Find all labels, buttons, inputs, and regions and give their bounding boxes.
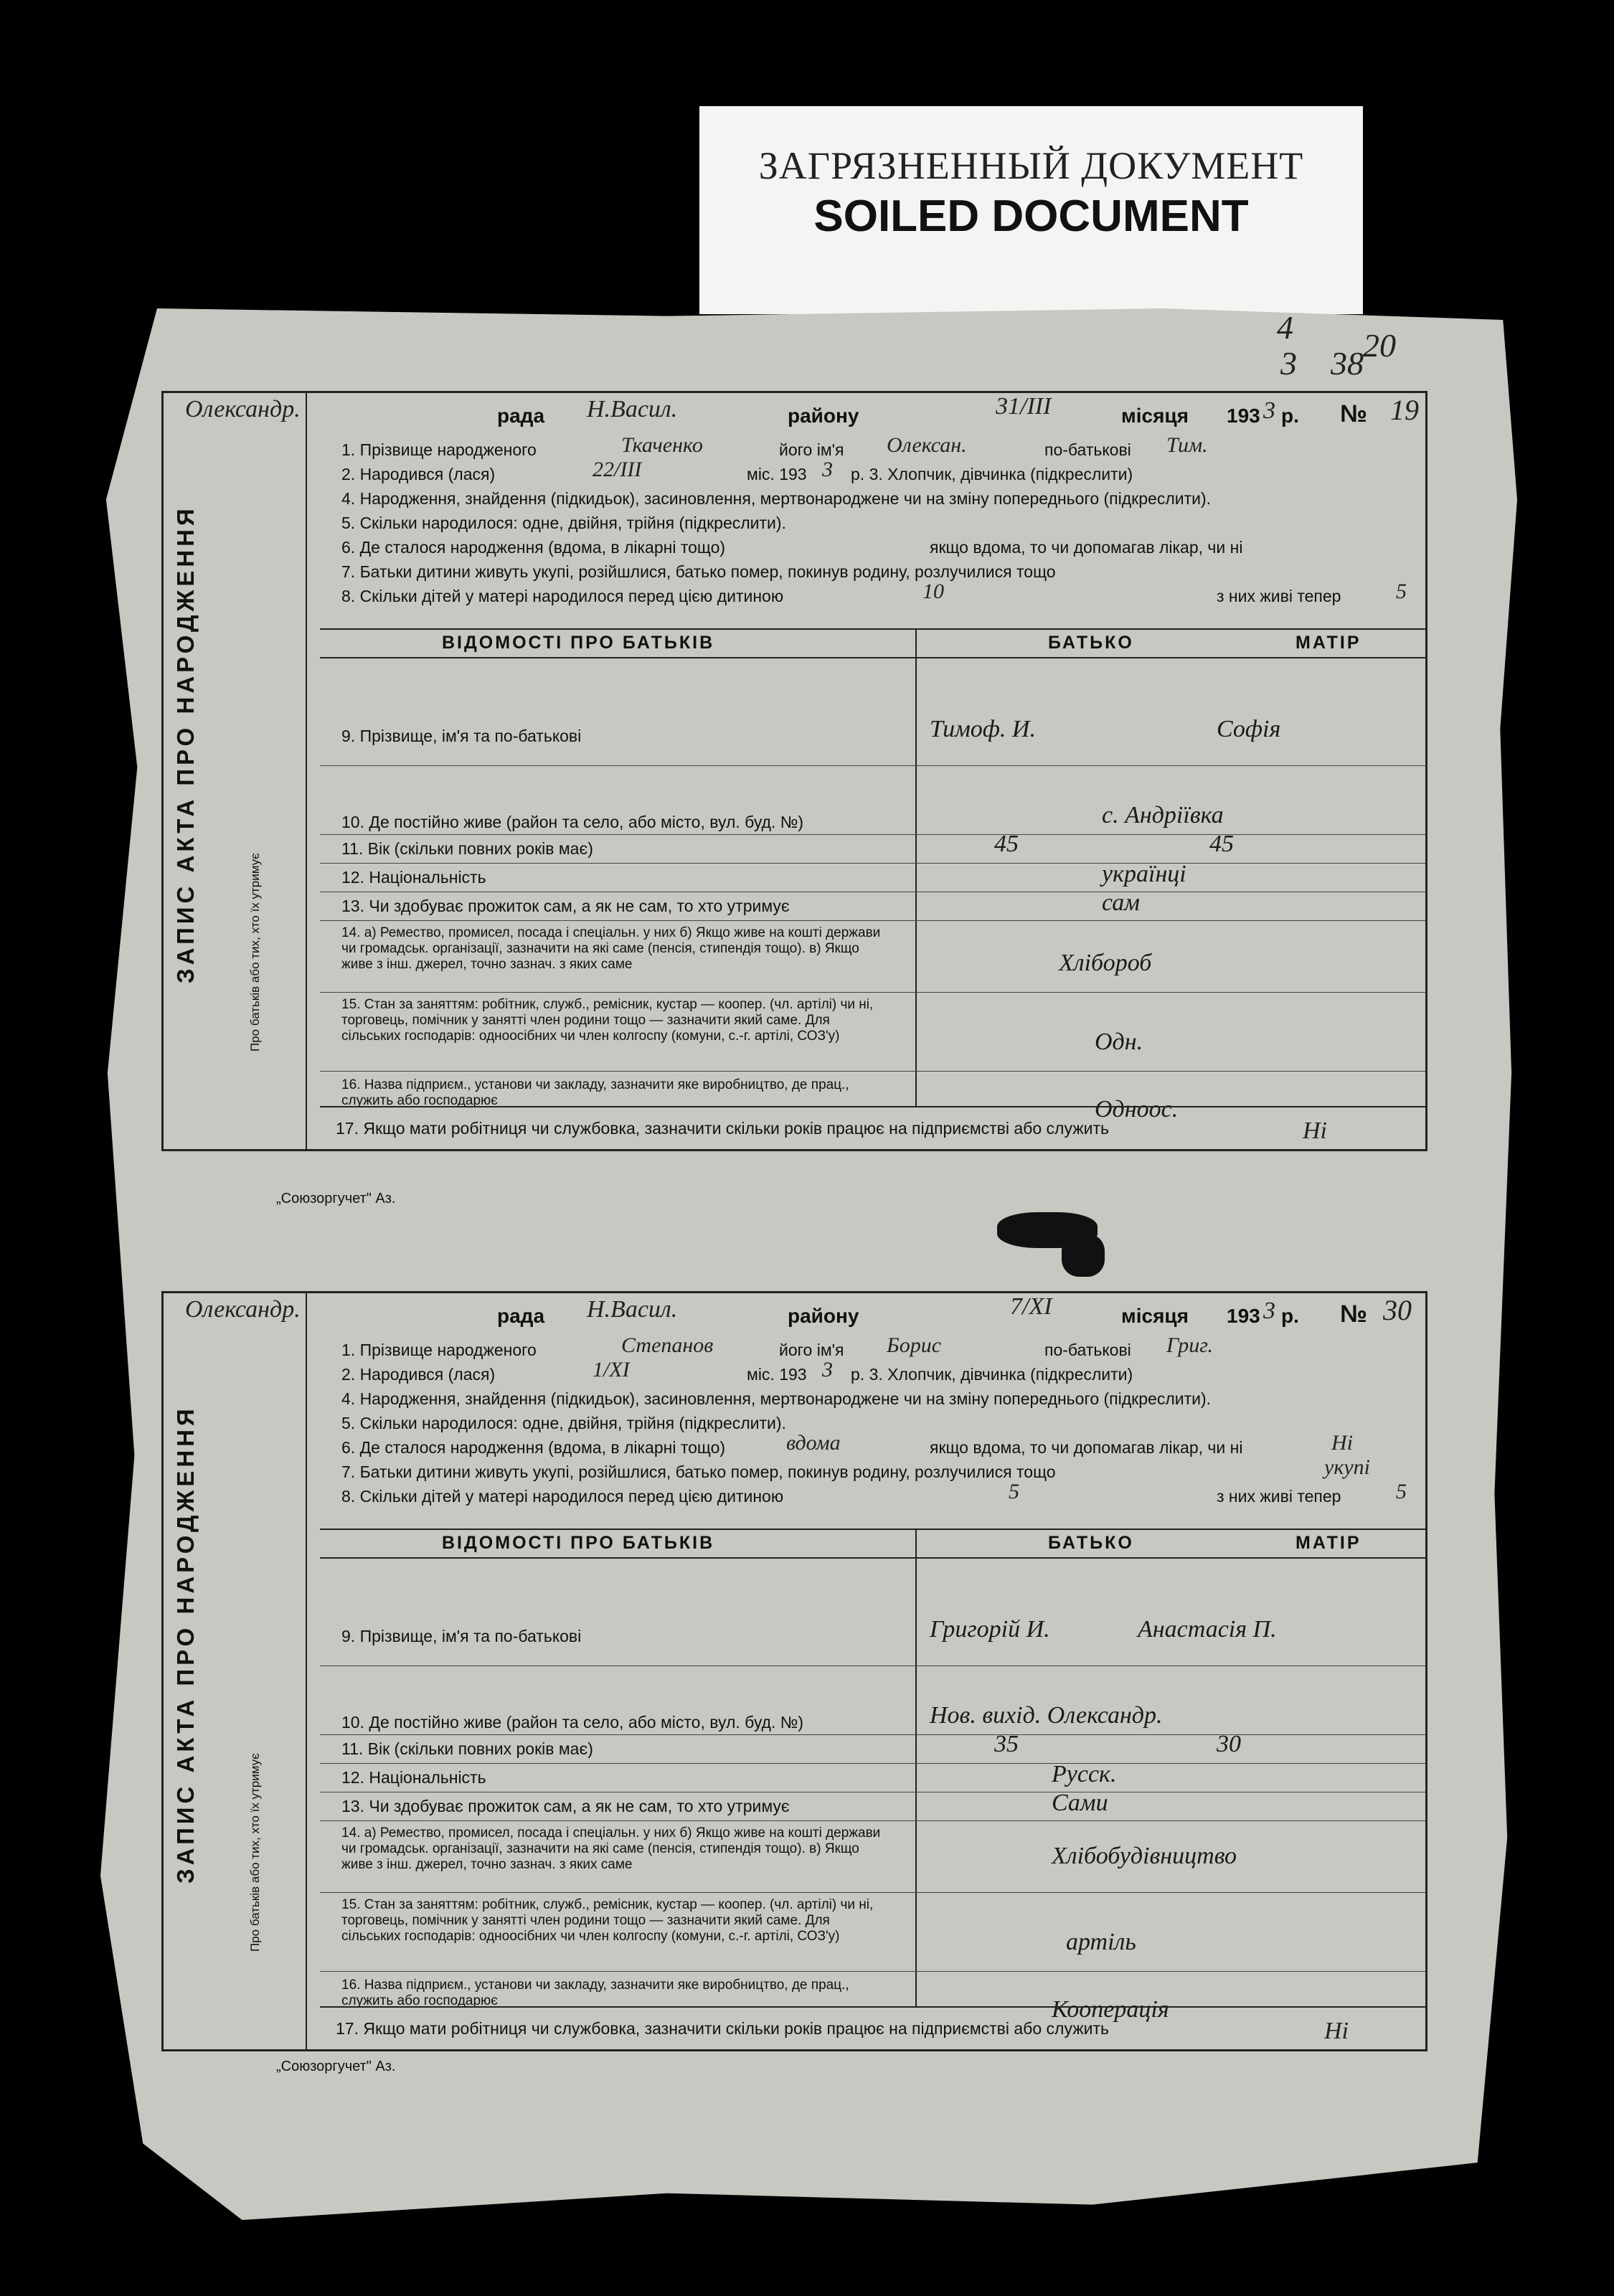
row-2: 2. Народився (лася) 22/III міс. 193 3 р. 3. Хлопчик, дівчинка (підкреслити) — [341, 458, 1133, 483]
together-value: укупі — [1324, 1455, 1370, 1479]
q9-row: 9. Прізвище, ім'я та по-батькові Григорій И. Анастасія П. — [320, 1559, 1425, 1666]
father-name: Григорій И. — [930, 1616, 1050, 1643]
record-header — [164, 393, 1425, 436]
q17-row: 17. Якщо мати робітниця чи службовка, зазначити скільки років працює на підприємстві або служить Ні — [320, 1106, 1425, 1149]
q17-row: 17. Якщо мати робітниця чи службовка, зазначити скільки років працює на підприємстві або служить Ні — [320, 2006, 1425, 2049]
rada-label: рада — [497, 405, 545, 427]
q13-row: 13. Чи здобуває прожиток сам, а як не сам, то хто утримує Сами — [320, 1792, 1425, 1821]
day-value: 7/XI — [1010, 1293, 1052, 1320]
record-number: 19 — [1390, 394, 1419, 426]
side-column — [164, 1293, 307, 2049]
alive-value: 5 — [1396, 1480, 1407, 1503]
day-value: 31/III — [996, 393, 1052, 420]
years-working-value: Ні — [1303, 1118, 1327, 1144]
page-mark-d: 20 — [1363, 327, 1396, 364]
row-6: 6. Де сталося народження (вдома, в лікарні тощо) якщо вдома, то чи допомагав лікар, чи ні — [341, 538, 1243, 557]
address-value: Нов. вихід. Олександр. — [930, 1702, 1163, 1729]
place-value: вдома — [786, 1431, 841, 1455]
ink-blot-small — [1062, 1234, 1105, 1277]
rada-value: Олександр. — [185, 396, 301, 422]
rada-value: Олександр. — [185, 1296, 301, 1323]
address-value: с. Андріївка — [1102, 802, 1224, 828]
q9-row: 9. Прізвище, ім'я та по-батькові Тимоф. И. Софія — [320, 658, 1425, 766]
rayon-value: Н.Васил. — [587, 1296, 678, 1323]
page-mark-b: 3 — [1280, 345, 1297, 382]
nationality-value: Русск. — [1052, 1761, 1117, 1787]
mother-name: Анастасія П. — [1138, 1616, 1277, 1643]
month-label: місяця — [1121, 405, 1189, 427]
years-working-value: Ні — [1324, 2018, 1349, 2044]
side-title: ЗАПИС АКТА ПРО НАРОДЖЕННЯ — [172, 1405, 199, 1884]
patronymic-value: Григ. — [1166, 1333, 1214, 1357]
q10-row: 10. Де постійно живе (район та село, або місто, вул. буд. №) Нов. вихід. Олександр. — [320, 1666, 1425, 1735]
row-5: 5. Скільки народилося: одне, двійня, трійня (підкреслити). — [341, 514, 786, 532]
father-age: 35 — [994, 1731, 1019, 1757]
year-label: 193 — [1227, 405, 1260, 427]
alive-value: 5 — [1396, 580, 1407, 603]
support-value: Сами — [1052, 1790, 1108, 1816]
row-5: 5. Скільки народилося: одне, двійня, трійня (підкреслити). — [341, 1414, 786, 1432]
row-7: 7. Батьки дитини живуть укупі, розійшлися, батько помер, покинув родину, розлучилися тощо укупі — [341, 1455, 1370, 1481]
status-value: артіль — [1066, 1929, 1136, 1955]
birth-record-form-2 — [161, 1291, 1427, 2051]
q12-row: 12. Національність Русск. — [320, 1764, 1425, 1792]
year-suffix: 3 — [1263, 397, 1275, 424]
row-4: 4. Народження, знайдення (підкидьок), засиновлення, мертвонароджене чи на зміну попереднього (підкреслити). — [341, 1389, 1212, 1408]
rayon-label: району — [788, 405, 859, 427]
row-1: 1. Прізвище народженого Степанов його ім'я Борис по-батькові Григ. — [341, 1333, 1214, 1359]
row-4: 4. Народження, знайдення (підкидьок), засиновлення, мертвонароджене чи на зміну попереднього (підкреслити). — [341, 489, 1212, 508]
q12-row: 12. Національність українці — [320, 864, 1425, 892]
q16-row: 16. Назва підприєм., установи чи закладу, зазначити яке виробництво, де прац., служить або господарює Одноос. — [341, 1077, 1179, 1123]
page-mark-c: 38 — [1331, 345, 1364, 382]
birth-record-form-1 — [161, 391, 1427, 1151]
record-number: 30 — [1383, 1294, 1412, 1326]
row-8: 8. Скільки дітей у матері народилося перед цією дитиною 5 з них живі тепер 5 — [341, 1480, 1407, 1506]
children-before-value: 5 — [1009, 1480, 1019, 1503]
parents-table — [320, 628, 1425, 1123]
mother-age: 30 — [1217, 1731, 1241, 1757]
label-english: SOILED DOCUMENT — [813, 192, 1249, 241]
number-label: № — [1340, 400, 1367, 427]
parents-table-header: ВІДОМОСТІ ПРО БАТЬКІВ БАТЬКО МАТІР — [320, 1530, 1425, 1559]
label-russian: ЗАГРЯЗНЕННЫЙ ДОКУМЕНТ — [758, 144, 1304, 187]
page-mark-a: 4 — [1277, 309, 1293, 346]
rada-label: рада — [497, 1305, 545, 1327]
workplace-value: Кооперація — [1052, 1996, 1169, 2023]
q11-row: 11. Вік (скільки повних років має) 35 30 — [320, 1735, 1425, 1764]
row-7: 7. Батьки дитини живуть укупі, розійшлися, батько помер, покинув родину, розлучилися тощо — [341, 562, 1056, 581]
born-year-suffix: 3 — [822, 458, 833, 481]
name-value: Олексан. — [887, 433, 967, 457]
support-value: сам — [1102, 889, 1140, 916]
year-label: 193 — [1227, 1305, 1260, 1327]
row-1: 1. Прізвище народженого Ткаченко його ім'я Олексан. по-батькові Тим. — [341, 433, 1208, 459]
row-6: 6. Де сталося народження (вдома, в лікарні тощо) вдома якщо вдома, то чи допомагав лікар, чи ні Ні — [341, 1431, 1353, 1457]
born-year-suffix: 3 — [822, 1358, 833, 1381]
soiled-document-label — [699, 106, 1363, 314]
row-2: 2. Народився (лася) 1/XI міс. 193 3 р. 3. Хлопчик, дівчинка (підкреслити) — [341, 1358, 1133, 1384]
mother-age: 45 — [1209, 831, 1234, 857]
side-title: ЗАПИС АКТА ПРО НАРОДЖЕННЯ — [172, 505, 199, 984]
nationality-value: українці — [1102, 861, 1186, 887]
q14-row: 14. а) Ремество, промисел, посада і спеціальн. у них б) Якщо живе на коштi держави чи громадськ. організації, зазначити на які саме (пенсія, стипендія тощо). в) Якщо живе з інш. джерел, точно зазнач. з яких саме Хлібороб — [320, 921, 1425, 993]
mother-name: Софія — [1217, 716, 1281, 742]
record-header — [164, 1293, 1425, 1336]
month-label: місяця — [1121, 1305, 1189, 1327]
surname-value: Степанов — [621, 1333, 714, 1357]
q13-row: 13. Чи здобуває прожиток сам, а як не сам, то хто утримує сам — [320, 892, 1425, 921]
q14-row: 14. а) Ремество, промисел, посада і спеціальн. у них б) Якщо живе на коштi держави чи громадськ. організації, зазначити на які саме (пенсія, стипендія тощо). в) Якщо живе з інш. джерел, точно зазнач. з яких саме Хлібобудівництво — [320, 1821, 1425, 1893]
year-suffix: 3 — [1263, 1298, 1275, 1324]
patronymic-value: Тим. — [1166, 433, 1208, 457]
row-8: 8. Скільки дітей у матері народилося перед цією дитиною 10 з них живі тепер 5 — [341, 580, 1407, 605]
father-age: 45 — [994, 831, 1019, 857]
rayon-value: Н.Васил. — [587, 396, 678, 422]
occupation-value: Хлібороб — [1059, 950, 1152, 976]
name-value: Борис — [887, 1333, 942, 1357]
children-before-value: 10 — [922, 580, 944, 603]
q11-row: 11. Вік (скільки повних років має) 45 45 — [320, 835, 1425, 864]
parents-table-header: ВІДОМОСТІ ПРО БАТЬКІВ БАТЬКО МАТІР — [320, 630, 1425, 658]
born-value: 22/III — [593, 458, 642, 481]
r-label: р. — [1281, 405, 1299, 427]
q15-row: 15. Стан за заняттям: робітник, служб., ремісник, кустар — коопер. (чл. артілі) чи ні, торговець, помічник у занятті член родини тощо — зазначити який саме. Для сільських господарів: одноосібних чи член колгоспу (комуни, с.-г. артілі, СОЗ'у) Одн. — [320, 993, 1425, 1072]
q16-row: 16. Назва підприєм., установи чи закладу, зазначити яке виробництво, де прац., служить або господарює Кооперація — [341, 1978, 1169, 2023]
side-column — [164, 393, 307, 1149]
workplace-value: Одноос. — [1095, 1096, 1179, 1123]
printer-mark-1: „Союзоргучет" Аз. — [276, 1191, 396, 1206]
occupation-value: Хлібобудівництво — [1052, 1843, 1237, 1869]
father-name: Тимоф. И. — [930, 716, 1036, 742]
printer-mark-2: „Союзоргучет" Аз. — [276, 2059, 396, 2074]
surname-value: Ткаченко — [621, 433, 703, 457]
number-label: № — [1340, 1300, 1367, 1328]
doctor-value: Ні — [1331, 1431, 1353, 1455]
side-subtitle: Про батьків або тих, хто їх утримує — [248, 1753, 262, 1952]
r-label: р. — [1281, 1305, 1299, 1327]
rayon-label: району — [788, 1305, 859, 1327]
q15-row: 15. Стан за заняттям: робітник, служб., ремісник, кустар — коопер. (чл. артілі) чи ні, торговець, помічник у занятті член родини тощо — зазначити який саме. Для сільських господарів: одноосібних чи член колгоспу (комуни, с.-г. артілі, СОЗ'у) артіль — [320, 1893, 1425, 1972]
q10-row: 10. Де постійно живе (район та село, або місто, вул. буд. №) с. Андріївка — [320, 766, 1425, 835]
parents-table — [320, 1529, 1425, 2023]
born-value: 1/XI — [593, 1358, 630, 1381]
side-subtitle: Про батьків або тих, хто їх утримує — [248, 853, 262, 1052]
status-value: Одн. — [1095, 1029, 1143, 1055]
